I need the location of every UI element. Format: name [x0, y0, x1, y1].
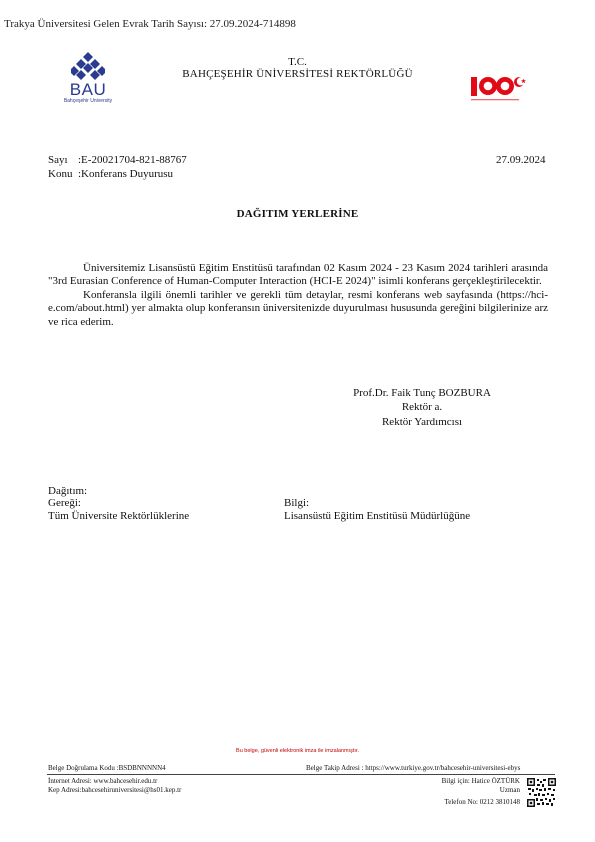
bau-logo-text: BAU: [69, 80, 107, 99]
sayi-value: :E-20021704-821-88767: [78, 154, 187, 166]
tracking-address: Belge Takip Adresi : https://www.turkiye.gov.tr/bahcesehir-universitesi-ebys: [306, 764, 521, 772]
verification-code: Belge Doğrulama Kodu :BSDBNNNNN4: [48, 764, 166, 772]
qr-code: [527, 778, 556, 807]
distribution-label: Dağıtım:: [48, 485, 88, 497]
internet-address: İnternet Adresi: www.bahcesehir.edu.tr: [48, 777, 158, 785]
header-university: BAHÇEŞEHİR ÜNİVERSİTESİ REKTÖRLÜĞÜ: [182, 68, 413, 80]
centennial-100-icon: [468, 68, 530, 108]
body-paragraph-1: Üniversitemiz Lisansüstü Eğitim Enstitüsü tarafından 02 Kasım 2024 - 23 Kasım 2024 tarihleri arasında "3rd Eurasian Conference of Human-Computer Interaction (HCI-E 2024)" isimli konferans gerçekleştirilecektir.: [48, 262, 548, 288]
konu-value: :Konferans Duyurusu: [78, 168, 174, 180]
incoming-document-stamp: Trakya Üniversitesi Gelen Evrak Tarih Sayısı: 27.09.2024-714898: [4, 18, 296, 30]
contact-person: Bilgi için: Hatice ÖZTÜRK: [441, 777, 520, 785]
e-signature-notice: Bu belge, güvenli elektronik imza ile imzalanmıştır.: [236, 748, 359, 754]
konu-row: [48, 168, 173, 180]
letter-body: [48, 262, 548, 329]
header-tc: T.C.: [288, 56, 307, 68]
kep-address: Kep Adresi:bahcesehiruniversitesi@hs01.kep.tr: [48, 786, 182, 794]
document-date: 27.09.2024: [496, 154, 546, 166]
signatory-name: Prof.Dr. Faik Tunç BOZBURA: [353, 387, 491, 399]
gereg-recipients: Tüm Üniversite Rektörlüklerine: [48, 510, 190, 522]
bilgi-label: Bilgi:: [284, 497, 310, 509]
signature-block: [322, 386, 522, 429]
contact-title: Uzman: [499, 786, 520, 794]
sayi-row: [48, 154, 187, 166]
gereg-label: Gereği:: [48, 497, 81, 509]
signatory-position: Rektör Yardımcısı: [381, 415, 463, 428]
bau-logo-subtitle: Bahçeşehir University: [63, 98, 113, 104]
body-paragraph-2: Konferansla ilgili önemli tarihler ve gerekli tüm detaylar, resmi konferans web sayfasında (https://hci-e.com/about.html) yer almakta olup konferansın üniversitenizde duyurulması hususunda gereğini bilgilerinize arz ve rica ederim.: [48, 288, 548, 328]
konu-label: Konu: [48, 168, 73, 180]
signatory-title: Rektör a.: [401, 401, 443, 414]
contact-phone: Telefon No: 0212 3810148: [444, 798, 520, 806]
addressee-heading: DAĞITIM YERLERİNE: [236, 208, 359, 220]
sayi-label: Sayı: [48, 154, 68, 166]
footer-divider: [47, 774, 555, 775]
qr-code-icon: [527, 778, 556, 807]
centennial-logo: [468, 68, 530, 108]
bilgi-recipients: Lisansüstü Eğitim Enstitüsü Müdürlüğüne: [284, 510, 471, 522]
